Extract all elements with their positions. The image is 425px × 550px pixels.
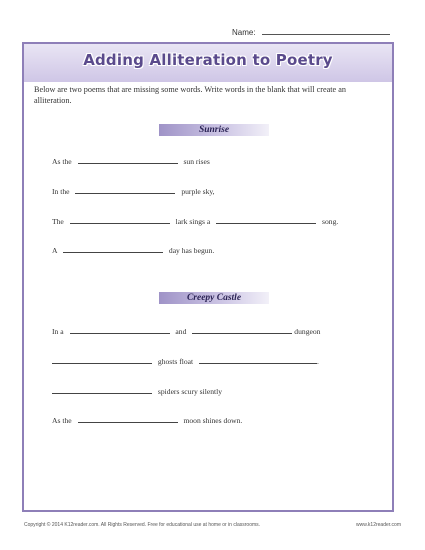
worksheet-title: Adding Alliteration to Poetry	[83, 51, 333, 69]
name-field[interactable]	[262, 26, 390, 35]
section-title-sunrise: Sunrise	[198, 125, 230, 135]
section-title-creepy-castle: Creepy Castle	[186, 293, 242, 303]
poem-text: day has begun.	[168, 246, 215, 255]
answer-blank[interactable]	[75, 186, 175, 194]
poem-text: dungeon	[294, 327, 321, 336]
poem-text: In the	[52, 187, 70, 196]
section-bar-creepy-castle	[159, 292, 269, 304]
answer-blank[interactable]	[70, 326, 170, 334]
answer-blank[interactable]	[216, 216, 316, 224]
instructions: Below are two poems that are missing some words. Write words in the blank that will create an alliteration.	[34, 85, 346, 105]
poem-text: In a	[52, 327, 64, 336]
poem-text: .	[317, 357, 319, 366]
poem-text: spiders scury silently	[157, 387, 223, 396]
poem-line	[52, 216, 338, 226]
poem-line	[52, 386, 222, 396]
answer-blank[interactable]	[199, 356, 317, 364]
poem-text: sun rises	[183, 157, 210, 166]
poem-line	[52, 186, 215, 196]
answer-blank[interactable]	[78, 415, 178, 423]
poem-text: song.	[322, 217, 339, 226]
poem-text: As the	[52, 157, 72, 166]
poem-text: As the	[52, 416, 72, 425]
poem-line	[52, 245, 214, 255]
poem-line	[52, 326, 320, 336]
answer-blank[interactable]	[70, 216, 170, 224]
poem-text: ghosts float	[157, 357, 194, 366]
answer-blank[interactable]	[78, 156, 178, 164]
poem-line	[52, 156, 210, 166]
poem-line	[52, 356, 319, 366]
poem-text: lark sings a	[175, 217, 211, 226]
poem-text: purple sky,	[181, 187, 215, 196]
footer-site-link[interactable]: www.k12reader.com	[355, 522, 401, 528]
poem-text: A	[52, 246, 58, 255]
poem-text: The	[52, 217, 64, 226]
footer-copyright: Copyright © 2014 K12reader.com. All Rights Reserved. Free for educational use at home or in classrooms.	[24, 522, 261, 528]
answer-blank[interactable]	[52, 386, 152, 394]
answer-blank[interactable]	[52, 356, 152, 364]
name-label: Name:	[232, 28, 256, 37]
name-row	[232, 26, 390, 37]
poem-text: and	[175, 327, 187, 336]
answer-blank[interactable]	[63, 245, 163, 253]
title-band	[24, 44, 392, 82]
section-bar-sunrise	[159, 124, 269, 136]
poem-text: moon shines down.	[183, 416, 243, 425]
worksheet-frame	[22, 42, 394, 512]
answer-blank[interactable]	[192, 326, 292, 334]
poem-line	[52, 415, 242, 425]
